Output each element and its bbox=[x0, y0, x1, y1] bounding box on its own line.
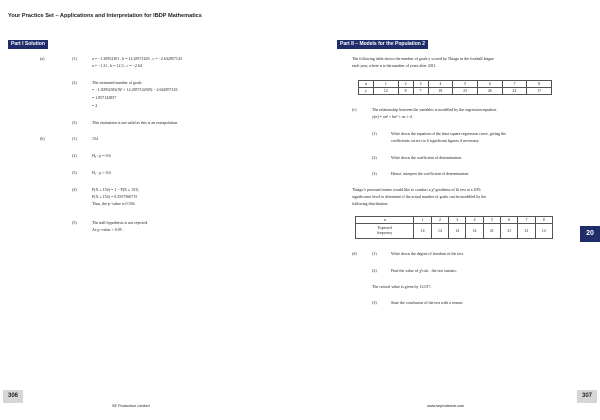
table-cell: 8 bbox=[398, 88, 413, 95]
table-cell: 5 bbox=[453, 81, 478, 88]
part1-b3-label: (3) bbox=[72, 170, 77, 175]
expected-table-row-frequency bbox=[356, 224, 553, 239]
part1-a1-label: (1) bbox=[72, 56, 77, 61]
part2-c1-line1: Write down the equation of the least square regression curve, giving the bbox=[391, 131, 506, 136]
part2-d2-text: Find the value of χ²calc , the test statistic. bbox=[391, 268, 458, 273]
expected-frequency-table bbox=[355, 216, 553, 239]
part2-d1-label: (1) bbox=[372, 251, 377, 256]
part2-d-label: (d) bbox=[352, 251, 357, 256]
part1-a-label: (a) bbox=[40, 56, 45, 61]
expected-table-row-n bbox=[356, 217, 553, 224]
table-cell: 23 bbox=[453, 88, 478, 95]
table-cell: 8 bbox=[535, 217, 552, 224]
table-cell: 14 bbox=[535, 224, 552, 239]
part1-b4-line3: Thus, the p -value is 0.356. bbox=[92, 201, 136, 206]
footer-website: www.seprodstore.com bbox=[427, 404, 465, 408]
part2-trainer-line2: significance level to determine if the actual number of goals can be modelled by the bbox=[352, 194, 487, 199]
table-cell: 14 bbox=[431, 224, 448, 239]
table-cell: 14 bbox=[449, 224, 466, 239]
part2-c3-label: (3) bbox=[372, 171, 377, 176]
table-cell: 18 bbox=[428, 88, 453, 95]
table-cell: 2 bbox=[398, 81, 413, 88]
part1-b4-line1: P(X ≥ 154) = 1 − P(X ≤ 153) bbox=[92, 187, 139, 192]
part2-c-label: (c) bbox=[352, 107, 357, 112]
table-cell: 4 bbox=[466, 217, 483, 224]
table-cell: 17 bbox=[527, 88, 552, 95]
table-cell: 1 bbox=[414, 217, 431, 224]
part1-a1-line2: a = −1.31 , b = 12.3 , c = −2.64 bbox=[92, 63, 142, 68]
part1-b5-line2: As p -value > 0.05 . bbox=[92, 227, 124, 232]
part2-critical-text: The critical value is given by 12.017. bbox=[372, 284, 432, 289]
part1-a3-text: This estimation is not valid as this is an extrapolation. bbox=[92, 120, 179, 125]
table-cell: 1 bbox=[373, 81, 398, 88]
part2-d1-text: Write down the degree of freedom of the test. bbox=[391, 251, 464, 256]
page-number-right: 307 bbox=[577, 390, 597, 403]
part2-trainer-line3: following distribution: bbox=[352, 201, 389, 206]
table-cell: n bbox=[356, 217, 414, 224]
table-cell: 14 bbox=[466, 224, 483, 239]
part1-b5-line1: The null hypothesis is not rejected. bbox=[92, 220, 148, 225]
table-cell: 2 bbox=[431, 217, 448, 224]
table-cell: 22 bbox=[502, 88, 527, 95]
expected-label-line1: Expected bbox=[377, 226, 392, 230]
part1-a2-line2: = −1.30952381(9)² + 12.28571429(9) − 2.642857143 bbox=[92, 87, 178, 92]
part2-d2-label: (2) bbox=[372, 268, 377, 273]
table-cell: y bbox=[359, 88, 374, 95]
part1-b1-label: (1) bbox=[72, 136, 77, 141]
table-cell: 12 bbox=[373, 88, 398, 95]
table-cell: 14 bbox=[414, 224, 431, 239]
part1-a2-line1: The estimated number of goals bbox=[92, 80, 142, 85]
part1-a3-label: (3) bbox=[72, 120, 77, 125]
part1-a2-line4: = 2 bbox=[92, 103, 98, 108]
table-cell: 21 bbox=[483, 224, 500, 239]
part1-b5-label: (5) bbox=[72, 220, 77, 225]
part2-d3-text: State the conclusion of the test with a reason. bbox=[391, 300, 464, 305]
chapter-tab: 20 bbox=[580, 226, 600, 242]
table-cell: n bbox=[359, 81, 374, 88]
part2-c3-text: Hence, interpret the coefficient of determination. bbox=[391, 171, 470, 176]
part1-b3-text: H₁ : p > 0.6 bbox=[92, 170, 111, 175]
part2-c2-text: Write down the coefficient of determination. bbox=[391, 155, 463, 160]
goals-table-row-y bbox=[359, 88, 552, 95]
table-cell: 4 bbox=[428, 81, 453, 88]
part2-c1-label: (1) bbox=[372, 131, 377, 136]
table-cell: 21 bbox=[518, 224, 535, 239]
table-cell: 3 bbox=[449, 217, 466, 224]
footer-publisher: SE Production Limited bbox=[112, 404, 150, 408]
part2-c-intro2: y(n) = an³ + bn² + cn + d . bbox=[372, 114, 414, 119]
part1-heading: Part I Solution bbox=[8, 40, 48, 49]
table-header-cell bbox=[356, 224, 414, 239]
part1-b4-label: (4) bbox=[72, 187, 77, 192]
table-cell: 6 bbox=[501, 217, 518, 224]
part2-intro-line1: The following table shows the number of goals y scored by Thiago in the football league bbox=[352, 56, 495, 61]
part1-b-label: (b) bbox=[40, 136, 45, 141]
table-cell: 7 bbox=[502, 81, 527, 88]
part1-b4-line2: P(X ≥ 154) = 0.3557560715 bbox=[92, 194, 138, 199]
part2-trainer-line1: Thiago’s personal trainer would like to conduct a χ² goodness of fit test at a 10% bbox=[352, 187, 481, 192]
table-cell: 8 bbox=[527, 81, 552, 88]
part2-intro-line2: each year, where n is the number of years after 2011. bbox=[352, 63, 437, 68]
goals-table bbox=[358, 80, 552, 95]
table-cell: 7 bbox=[518, 217, 535, 224]
table-cell: 5 bbox=[483, 217, 500, 224]
part1-b1-text: 154 bbox=[92, 136, 98, 141]
part1-a1-line1: a = −1.30952381 , b = 12.28571429 , c = −2.642857143 bbox=[92, 56, 182, 61]
book-title: Your Practice Set – Applications and Interpretation for IBDP Mathematics bbox=[8, 13, 202, 19]
page-number-left: 306 bbox=[3, 390, 23, 403]
table-cell: 26 bbox=[477, 88, 502, 95]
table-cell: 6 bbox=[477, 81, 502, 88]
goals-table-row-n bbox=[359, 81, 552, 88]
part2-c1-line2: coefficients correct to 6 significant figures if necessary. bbox=[391, 138, 480, 143]
part1-b2-label: (2) bbox=[72, 153, 77, 158]
table-cell: 21 bbox=[501, 224, 518, 239]
part2-heading: Part II – Models for the Population 2 bbox=[337, 40, 428, 49]
part1-a2-label: (2) bbox=[72, 80, 77, 85]
table-cell: 3 bbox=[413, 81, 428, 88]
part2-c-intro1: The relationship between the variables is modelled by the regression equation bbox=[372, 107, 497, 112]
table-cell: 7 bbox=[413, 88, 428, 95]
part2-c2-label: (2) bbox=[372, 155, 377, 160]
part1-b2-text: H₀ : p = 0.6 bbox=[92, 153, 111, 158]
part1-a2-line3: = 1.857142857 bbox=[92, 95, 117, 100]
part2-d3-label: (3) bbox=[372, 300, 377, 305]
expected-label-line2: frequency bbox=[377, 231, 393, 235]
